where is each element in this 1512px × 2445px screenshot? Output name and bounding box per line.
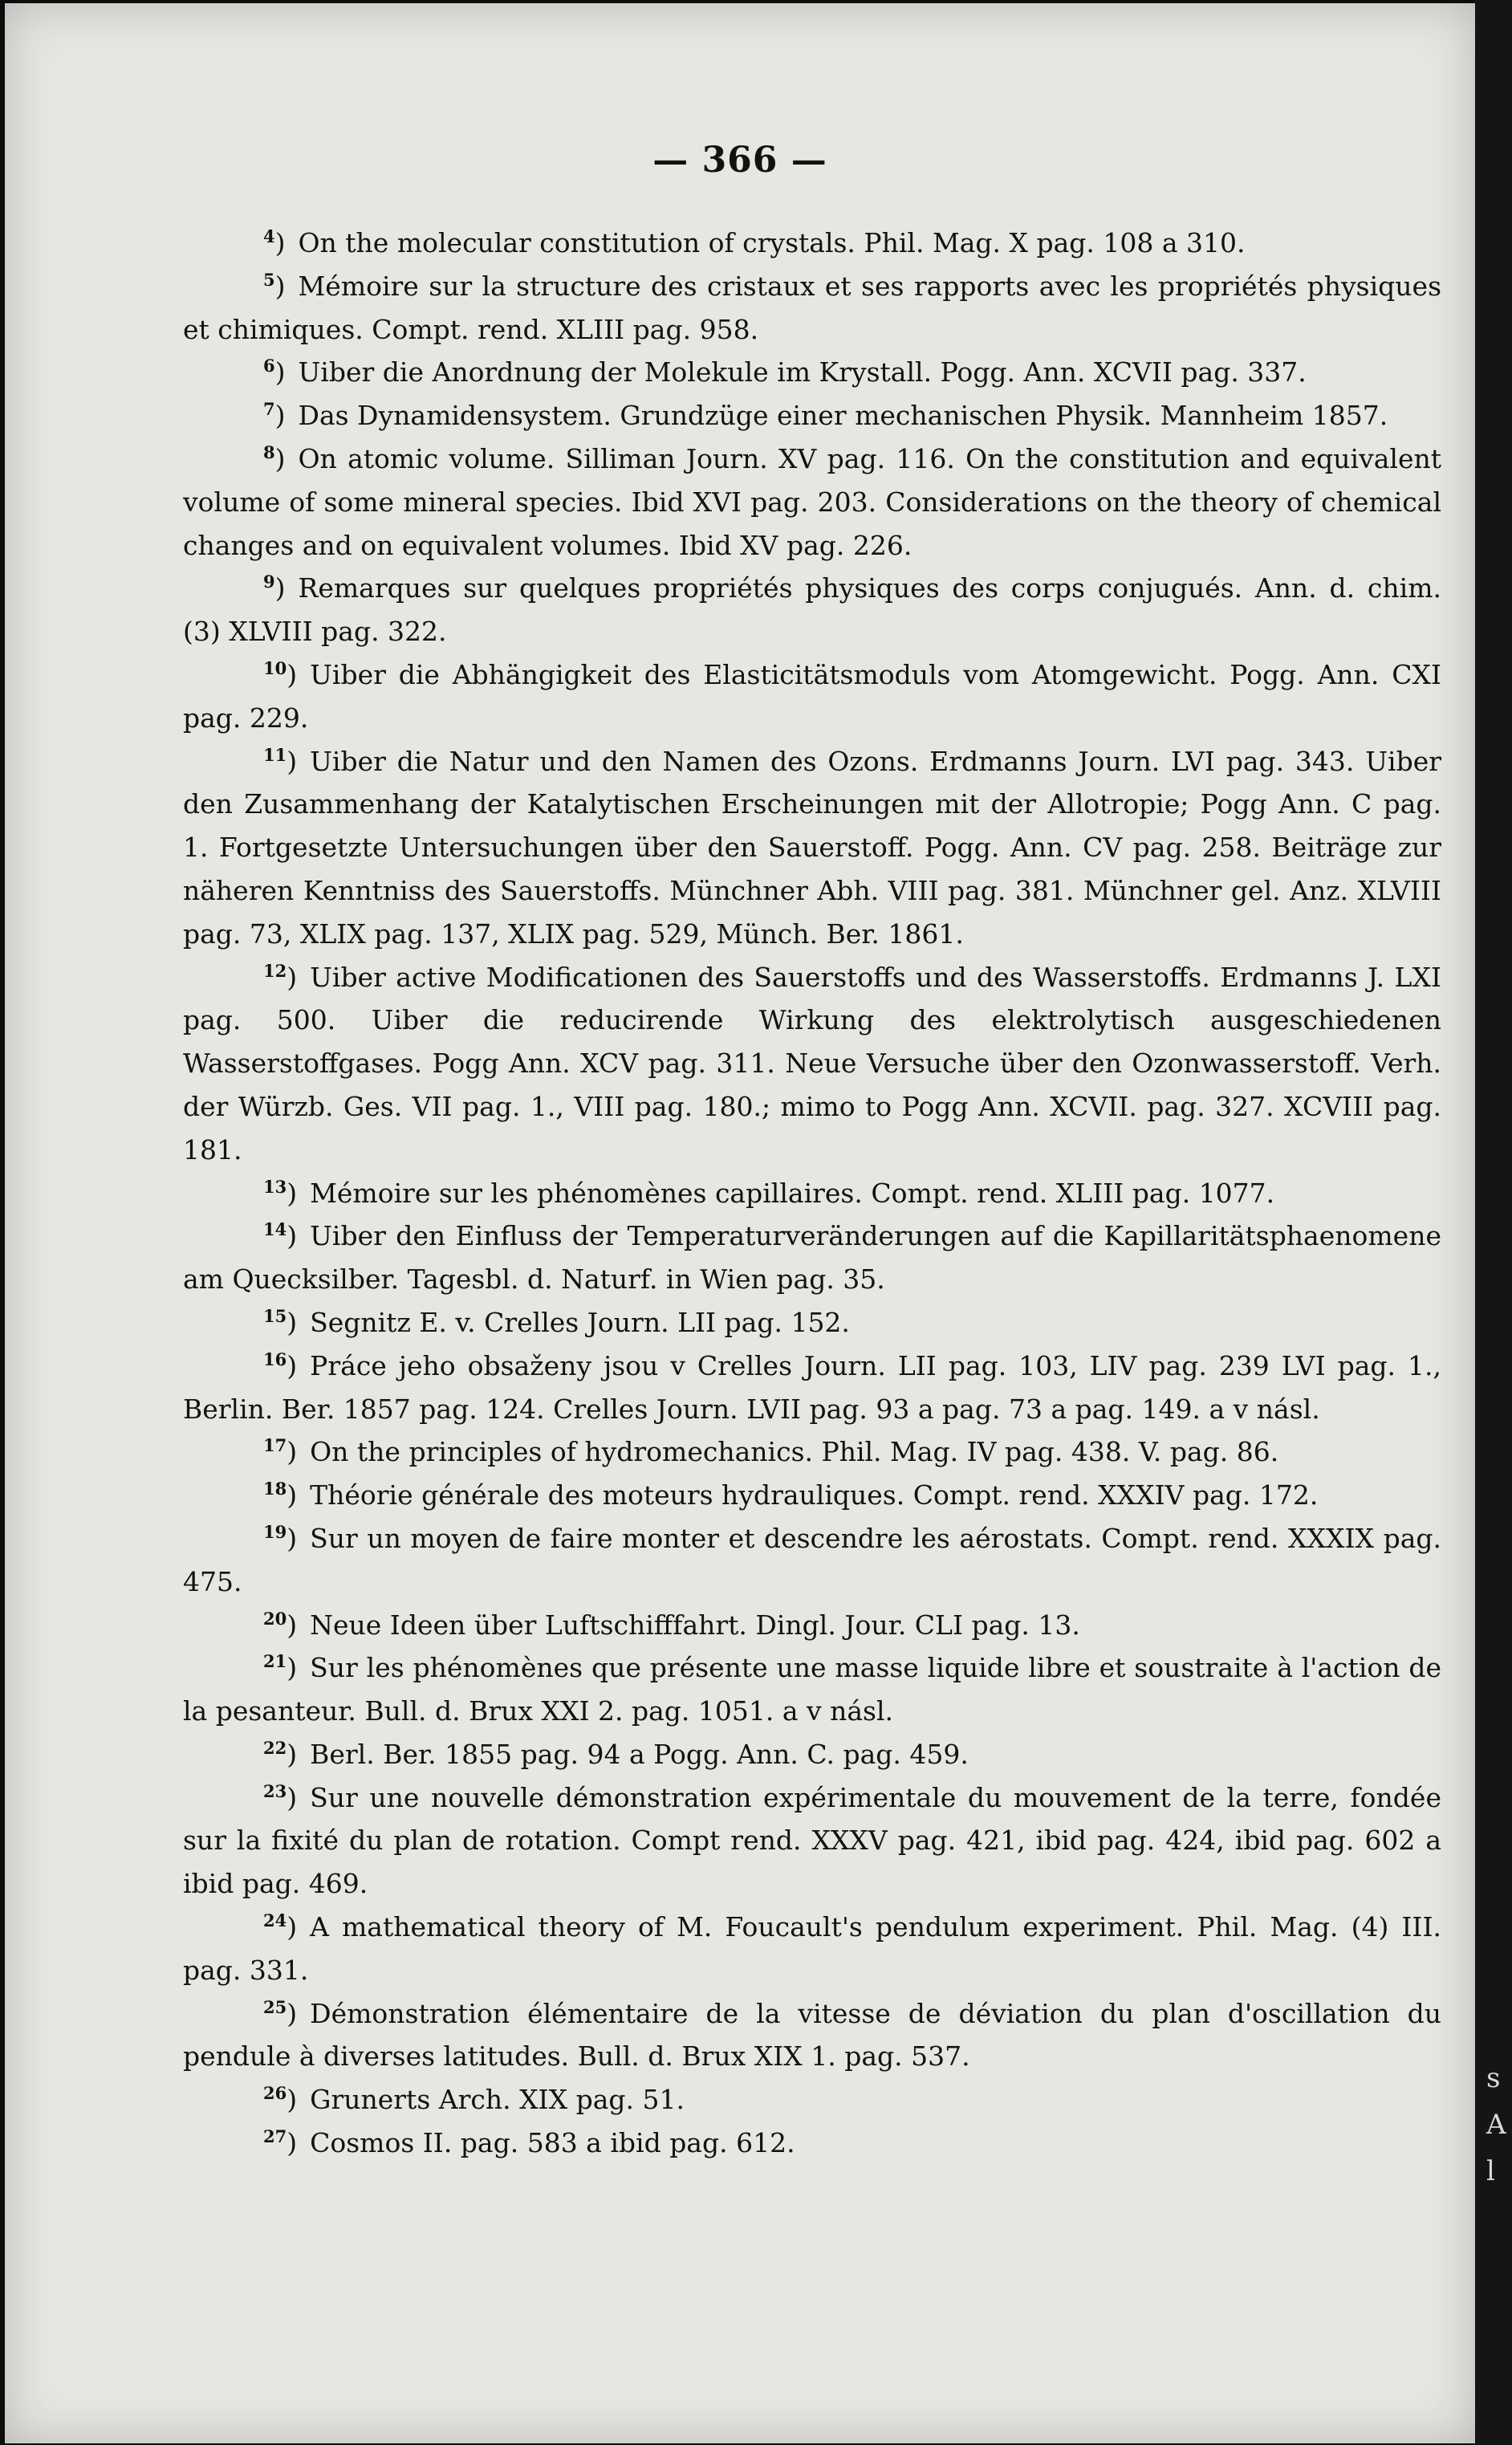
- footnote-text: Das Dynamidensystem. Grundzüge einer mechanischen Physik. Mannheim 1857.: [298, 400, 1388, 432]
- footnote-text: Berl. Ber. 1855 pag. 94 a Pogg. Ann. C. pag. 459.: [310, 1738, 969, 1770]
- footnote-text: A mathematical theory of M. Foucault's pendulum experiment. Phil. Mag. (4) III. pag. 331.: [183, 1911, 1441, 1986]
- footnote-paren: ): [287, 1997, 298, 2029]
- footnote-paren: ): [287, 1781, 298, 1813]
- footnote-number: 14: [263, 1219, 287, 1240]
- footnote: [183, 1646, 1441, 1733]
- footnote-paren: ): [287, 1177, 298, 1209]
- footnote-text: Sur un moyen de faire monter et descendre les aérostats. Compt. rend. XXXIX pag. 475.: [183, 1522, 1441, 1597]
- footnote-number: 9: [263, 572, 275, 592]
- footnote-number: 4: [263, 226, 275, 246]
- footnote-number: 20: [263, 1608, 287, 1629]
- footnote-number: 12: [263, 960, 287, 981]
- footnote-number: 6: [263, 356, 275, 376]
- footnote-paren: ): [274, 356, 286, 389]
- adjacent-page-letters: [1486, 2055, 1506, 2195]
- edge-letter: l: [1486, 2155, 1495, 2187]
- footnote-text: Neue Ideen über Luftschifffahrt. Dingl. Jour. CLI pag. 13.: [310, 1609, 1080, 1641]
- footnote-number: 15: [263, 1305, 287, 1326]
- footnote: [183, 394, 1441, 437]
- footnote-number: 26: [263, 2083, 287, 2104]
- footnote-paren: ): [287, 961, 298, 993]
- footnote-text: On the principles of hydromechanics. Phil. Mag. IV pag. 438. V. pag. 86.: [310, 1436, 1279, 1468]
- footnote: [183, 1906, 1441, 1992]
- edge-letter: s: [1486, 2062, 1501, 2094]
- footnote-number: 17: [263, 1435, 287, 1456]
- footnote-paren: ): [274, 227, 286, 258]
- footnote-text: Mémoire sur la structure des cristaux et ses rapports avec les propriétés physiques et chimiques. Compt. rend. XLIII pag. 958.: [183, 270, 1441, 345]
- footnote: [183, 740, 1441, 956]
- footnote-number: 8: [263, 441, 275, 462]
- footnote-paren: ): [287, 1911, 298, 1943]
- footnote: [183, 653, 1441, 740]
- footnote: [183, 351, 1441, 394]
- footnote-paren: ): [274, 400, 286, 432]
- footnote-text: Uiber die Abhängigkeit des Elasticitätsmoduls vom Atomgewicht. Pogg. Ann. CXI pag. 229.: [183, 658, 1441, 734]
- footnote: [183, 1430, 1441, 1474]
- footnote-text: Mémoire sur les phénomènes capillaires. Compt. rend. XLIII pag. 1077.: [310, 1177, 1275, 1209]
- footnote-text: Sur une nouvelle démonstration expérimentale du mouvement de la terre, fondée sur la fixité du plan de rotation. Compt rend. XXXV pag. 421, ibid pag. 424, ibid pag. 602 a ibid pag. 469.: [183, 1781, 1441, 1900]
- footnote-paren: ): [287, 2127, 298, 2159]
- footnote-number: 5: [263, 269, 275, 290]
- footnote: [183, 1733, 1441, 1776]
- footnote-paren: ): [287, 1220, 298, 1252]
- footnote-text: Uiber die Natur und den Namen des Ozons. Erdmanns Journ. LVI pag. 343. Uiber den Zusammenhang der Katalytischen Erscheinungen mit der Allotropie; Pogg Ann. C pag. 1. Fortgesetzte Untersuchungen über den Sauerstoff. Pogg. Ann. CV pag. 258. Beiträge zur näheren Kenntniss des Sauerstoffs. Münchner Abh. VIII pag. 381. Münchner gel. Anz. XLVIII pag. 73, XLIX pag. 137, XLIX pag. 529, Münch. Ber. 1861.: [183, 745, 1441, 950]
- footnote-text: Théorie générale des moteurs hydrauliques. Compt. rend. XXXIV pag. 172.: [310, 1479, 1319, 1511]
- footnote-paren: ): [287, 2084, 298, 2116]
- footnote-paren: ): [287, 658, 298, 690]
- footnote: [183, 2122, 1441, 2165]
- footnote-text: Remarques sur quelques propriétés physiques des corps conjugués. Ann. d. chim. (3) XLVIII pag. 322.: [183, 572, 1441, 648]
- footnote: [183, 265, 1441, 352]
- footnote-paren: ): [287, 1479, 298, 1511]
- footnote-number: 13: [263, 1176, 287, 1197]
- footnote-text: Uiber die Anordnung der Molekule im Krystall. Pogg. Ann. XCVII pag. 337.: [298, 356, 1307, 389]
- footnote: [183, 222, 1441, 265]
- footnote: [183, 1992, 1441, 2079]
- footnote: [183, 1776, 1441, 1906]
- footnote-text: Uiber den Einfluss der Temperaturveränderungen auf die Kapillaritätsphaenomene am Quecksilber. Tagesbl. d. Naturf. in Wien pag. 35.: [183, 1220, 1441, 1296]
- footnote-number: 21: [263, 1651, 287, 1672]
- footnote-paren: ): [287, 1609, 298, 1641]
- footnote: [183, 2078, 1441, 2122]
- footnote-number: 27: [263, 2126, 287, 2147]
- footnote-number: 25: [263, 1996, 287, 2017]
- footnote-number: 7: [263, 399, 275, 420]
- footnote-paren: ): [287, 745, 298, 777]
- footnote-paren: ): [287, 1738, 298, 1770]
- footnote-text: Grunerts Arch. XIX pag. 51.: [310, 2084, 685, 2116]
- footnote-paren: ): [274, 442, 286, 474]
- footnote: [183, 1172, 1441, 1215]
- footnote: [183, 1214, 1441, 1301]
- footnote-number: 19: [263, 1521, 287, 1542]
- edge-letter: A: [1486, 2109, 1506, 2141]
- footnote-text: Cosmos II. pag. 583 a ibid pag. 612.: [310, 2127, 795, 2159]
- footnote-number: 10: [263, 657, 287, 678]
- footnote-number: 23: [263, 1780, 287, 1801]
- footnote-paren: ): [287, 1436, 298, 1468]
- footnote-paren: ): [287, 1522, 298, 1554]
- footnote-text: On the molecular constitution of crystals. Phil. Mag. X pag. 108 a 310.: [298, 227, 1246, 258]
- footnote: [183, 1604, 1441, 1647]
- footnotes-list: [183, 222, 1441, 2165]
- footnote-text: Uiber active Modificationen des Sauerstoffs und des Wasserstoffs. Erdmanns J. LXI pag. 500. Uiber die reducirende Wirkung des elektrolytisch ausgeschiedenen Wasserstoffgases. Pogg Ann. XCV pag. 311. Neue Versuche über den Ozonwasserstoff. Verh. der Würzb. Ges. VII pag. 1., VIII pag. 180.; mimo to Pogg Ann. XCVII. pag. 327. XCVIII pag. 181.: [183, 961, 1441, 1166]
- footnote: [183, 1474, 1441, 1517]
- footnote-text: Sur les phénomènes que présente une masse liquide libre et soustraite à l'action de la pesanteur. Bull. d. Brux XXI 2. pag. 1051. a v násl.: [183, 1652, 1441, 1727]
- footnote-number: 22: [263, 1737, 287, 1758]
- footnote: [183, 1517, 1441, 1604]
- footnote-paren: ): [274, 270, 286, 302]
- footnote-paren: ): [274, 572, 286, 604]
- footnote: [183, 956, 1441, 1172]
- footnote: [183, 1301, 1441, 1345]
- page-number: — 366 —: [652, 140, 827, 181]
- footnote-paren: ): [287, 1652, 298, 1684]
- footnote-text: Démonstration élémentaire de la vitesse de déviation du plan d'oscillation du pendule à diverses latitudes. Bull. d. Brux XIX 1. pag. 537.: [183, 1997, 1441, 2073]
- footnote-number: 24: [263, 1910, 287, 1931]
- footnote-number: 18: [263, 1479, 287, 1499]
- footnote-text: On atomic volume. Silliman Journ. XV pag. 116. On the constitution and equivalent volume of some mineral species. Ibid XVI pag. 203. Considerations on the theory of chemical changes and on equivalent volumes. Ibid XV pag. 226.: [183, 442, 1441, 561]
- footnote: [183, 1345, 1441, 1431]
- footnote: [183, 567, 1441, 653]
- footnote-number: 16: [263, 1349, 287, 1369]
- footnote-text: Práce jeho obsaženy jsou v Crelles Journ. LII pag. 103, LIV pag. 239 LVI pag. 1., Berlin. Ber. 1857 pag. 124. Crelles Journ. LVII pag. 93 a pag. 73 a pag. 149. a v násl.: [183, 1349, 1441, 1425]
- footnote: [183, 437, 1441, 567]
- footnote-text: Segnitz E. v. Crelles Journ. LII pag. 152.: [310, 1306, 850, 1338]
- footnote-paren: ): [287, 1349, 298, 1381]
- document-page: [5, 3, 1475, 2443]
- footnote-number: 11: [263, 744, 287, 765]
- footnote-paren: ): [287, 1306, 298, 1338]
